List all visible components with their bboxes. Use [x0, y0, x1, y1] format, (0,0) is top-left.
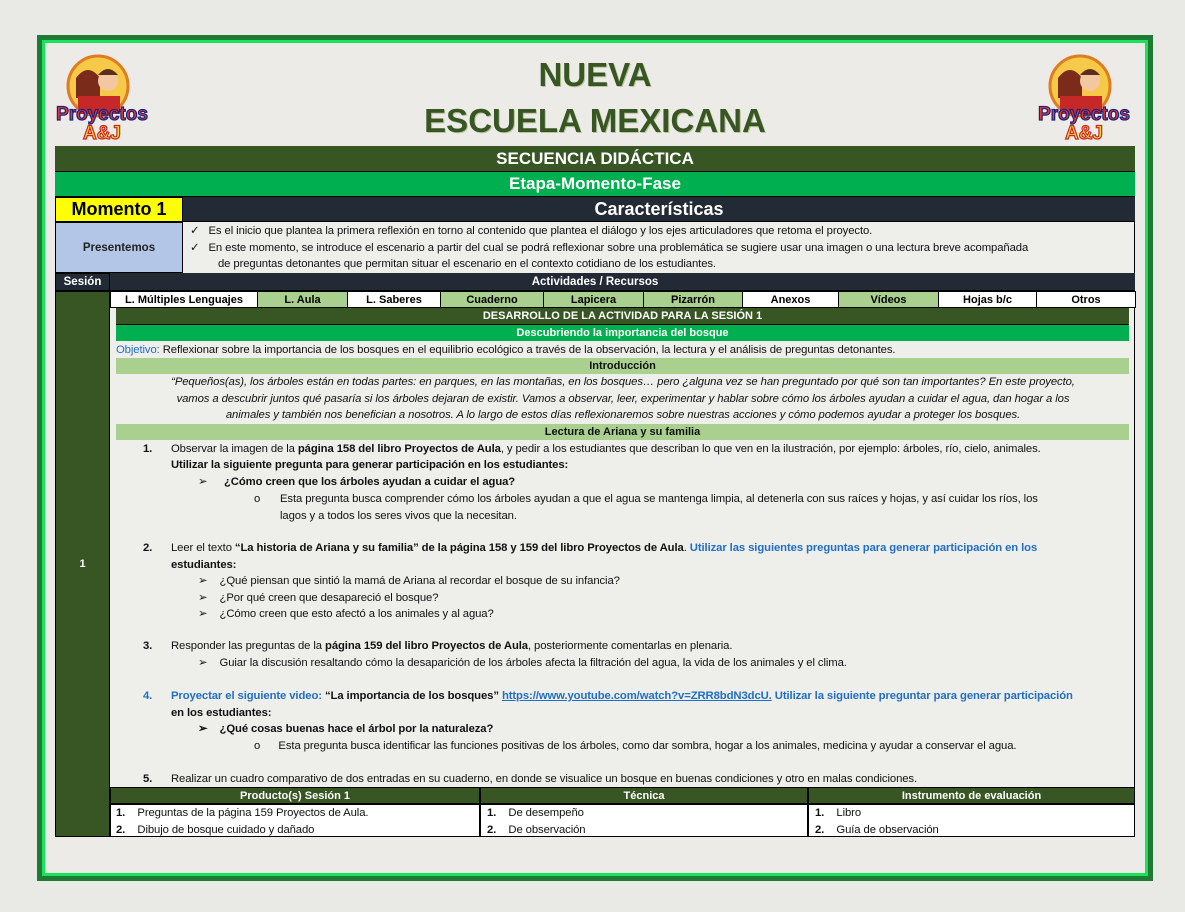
svg-text:A&J: A&J	[82, 123, 122, 143]
presentemos-text: ✓ Es el inicio que plantea la primera reflexión en torno al contenido que plantea el diálogo y los ejes articuladores que retoma el proyecto. ✓ En este momento, se introduce el escenario a partir del cual se podrá reflexionar sobre una problemática se sugiere usar una imagen o una lectura breve acompañada de preguntas detonantes que permitan situar el escenario en el contexto cotidiano de los estudiantes.	[190, 225, 1029, 270]
instrumento-list: 1. Libro 2. Guía de observación	[815, 807, 939, 836]
proyectos-aj-logo-left	[50, 48, 155, 143]
secuencia-band: SECUENCIA DIDÁCTICA	[55, 146, 1135, 172]
lectura-title: Lectura de Ariana y su familia	[116, 424, 1129, 440]
sesion-header: Sesión	[55, 273, 110, 291]
step-number: 4.	[143, 690, 153, 702]
check-icon: ✓	[190, 225, 200, 237]
resource-7: Anexos	[742, 291, 839, 308]
resource-5: Lapicera	[543, 291, 644, 308]
title-line-1: NUEVA	[538, 56, 652, 93]
etapa-band: Etapa-Momento-Fase	[55, 172, 1135, 197]
instrumento-header: Instrumento de evaluación	[808, 787, 1135, 804]
circle-bullet-icon: o	[254, 493, 261, 505]
proyectos-aj-logo-right	[1032, 48, 1137, 143]
resource-4: Cuaderno	[440, 291, 544, 308]
resource-9: Hojas b/c	[938, 291, 1037, 308]
step-4: Proyectar el siguiente video: “La importancia de los bosques” https://www.youtube.com/watch?v=ZRR8bdN3dcU. Utilizar la siguiente preguntar para generar participación	[171, 690, 1073, 702]
resource-2: L. Aula	[257, 291, 348, 308]
step-number: 3.	[143, 640, 153, 652]
session-number: 1	[55, 291, 110, 837]
svg-text:Proyectos: Proyectos	[1038, 104, 1130, 125]
title-line-2: ESCUELA MEXICANA	[424, 102, 766, 139]
resource-10: Otros	[1036, 291, 1136, 308]
resource-1: L. Múltiples Lenguajes	[110, 291, 258, 308]
step-number: 2.	[143, 542, 153, 554]
caracteristicas-band: Características	[55, 197, 1135, 222]
presentemos-label: Presentemos	[55, 222, 183, 273]
desarrollo-subtitle: Descubriendo la importancia del bosque	[116, 325, 1129, 341]
actividades-header: Actividades / Recursos	[55, 273, 1135, 291]
step-1-prompt: Utilizar la siguiente pregunta para generar participación en los estudiantes:	[171, 459, 569, 471]
step-number: 1.	[143, 443, 153, 455]
step-3-note: ➢ Guiar la discusión resaltando cómo la desaparición de los árboles afecta la filtración del agua, la vida de los animales y el clima.	[198, 657, 847, 669]
step-3: Responder las preguntas de la página 159 del libro Proyectos de Aula, posteriormente comentarlas en plenaria.	[171, 640, 733, 652]
productos-header: Producto(s) Sesión 1	[110, 787, 480, 804]
arrow-bullet-icon: ➢	[198, 476, 208, 488]
svg-text:Proyectos: Proyectos	[56, 104, 148, 125]
resource-3: L. Saberes	[347, 291, 441, 308]
resource-8: Vídeos	[838, 291, 939, 308]
step-1-note: Esta pregunta busca comprender cómo los árboles ayudan a que el agua se mantenga limpia, al detenerla con sus raíces y hojas, y así cuidar los ríos, los lagos y a todos los seres vivos que la necesitan.	[280, 493, 1038, 522]
svg-text:A&J: A&J	[1064, 123, 1104, 143]
desarrollo-title: DESARROLLO DE LA ACTIVIDAD PARA LA SESIÓN 1	[116, 308, 1129, 325]
momento-label: Momento 1	[55, 197, 183, 222]
introduccion-title: Introducción	[116, 358, 1129, 374]
step-2-prompt: estudiantes:	[171, 559, 237, 571]
video-link[interactable]: https://www.youtube.com/watch?v=ZRR8bdN3dcU.	[501, 690, 772, 702]
step-2: Leer el texto “La historia de Ariana y su familia” de la página 158 y 159 del libro Proyectos de Aula. Utilizar las siguientes preguntas para generar participación en los	[171, 542, 1038, 554]
step-4-question: ➢ ¿Qué cosas buenas hace el árbol por la naturaleza?	[198, 723, 494, 735]
tecnica-header: Técnica	[480, 787, 808, 804]
check-icon: ✓	[190, 241, 200, 254]
resource-6: Pizarrón	[643, 291, 743, 308]
step-4-prompt: en los estudiantes:	[171, 707, 272, 719]
step-1-question: ¿Cómo creen que los árboles ayudan a cuidar el agua?	[224, 476, 516, 488]
introduccion-text: “Pequeños(as), los árboles están en todas partes: en parques, en las montañas, en los bosques… pero ¿alguna vez se han preguntado por qué son tan importantes? En este proyecto, vamos a descubrir juntos qué pasaría si los árboles dejaran de existir. Vamos a observar, leer, experimentar y hablar sobre cómo los árboles ayudan a cuidar el agua, dan hogar a los animales y también nos benefician a nosotros. A lo largo de estos días reflexionaremos sobre nuestras acciones y cómo podemos ayudar a proteger los bosques.	[171, 376, 1075, 421]
step-4-note: o Esta pregunta busca identificar las funciones positivas de los árboles, como dar sombra, hogar a los animales, medicina y ayudar a conservar el agua.	[254, 740, 1017, 752]
step-2-questions: ➢ ¿Qué piensan que sintió la mamá de Ariana al recordar el bosque de su infancia? ➢ ¿Por qué creen que desapareció el bosque? ➢ ¿Cómo creen que esto afectó a los animales y al agua?	[198, 575, 620, 620]
objetivo: Objetivo: Reflexionar sobre la importancia de los bosques en el equilibrio ecológico a través de la observación, la lectura y el análisis de preguntas detonantes.	[116, 344, 896, 356]
step-5: Realizar un cuadro comparativo de dos entradas en su cuaderno, en donde se visualice un bosque en buenas condiciones y otro en malas condiciones.	[171, 773, 918, 785]
step-1: Observar la imagen de la página 158 del libro Proyectos de Aula, y pedir a los estudiantes que describan lo que ven en la ilustración, por ejemplo: árboles, río, cielo, animales.	[171, 443, 1041, 455]
step-number: 5.	[143, 773, 153, 785]
tecnica-list: 1. De desempeño 2. De observación	[487, 807, 586, 836]
productos-list: 1. Preguntas de la página 159 Proyectos de Aula. 2. Dibujo de bosque cuidado y dañado	[116, 807, 369, 836]
